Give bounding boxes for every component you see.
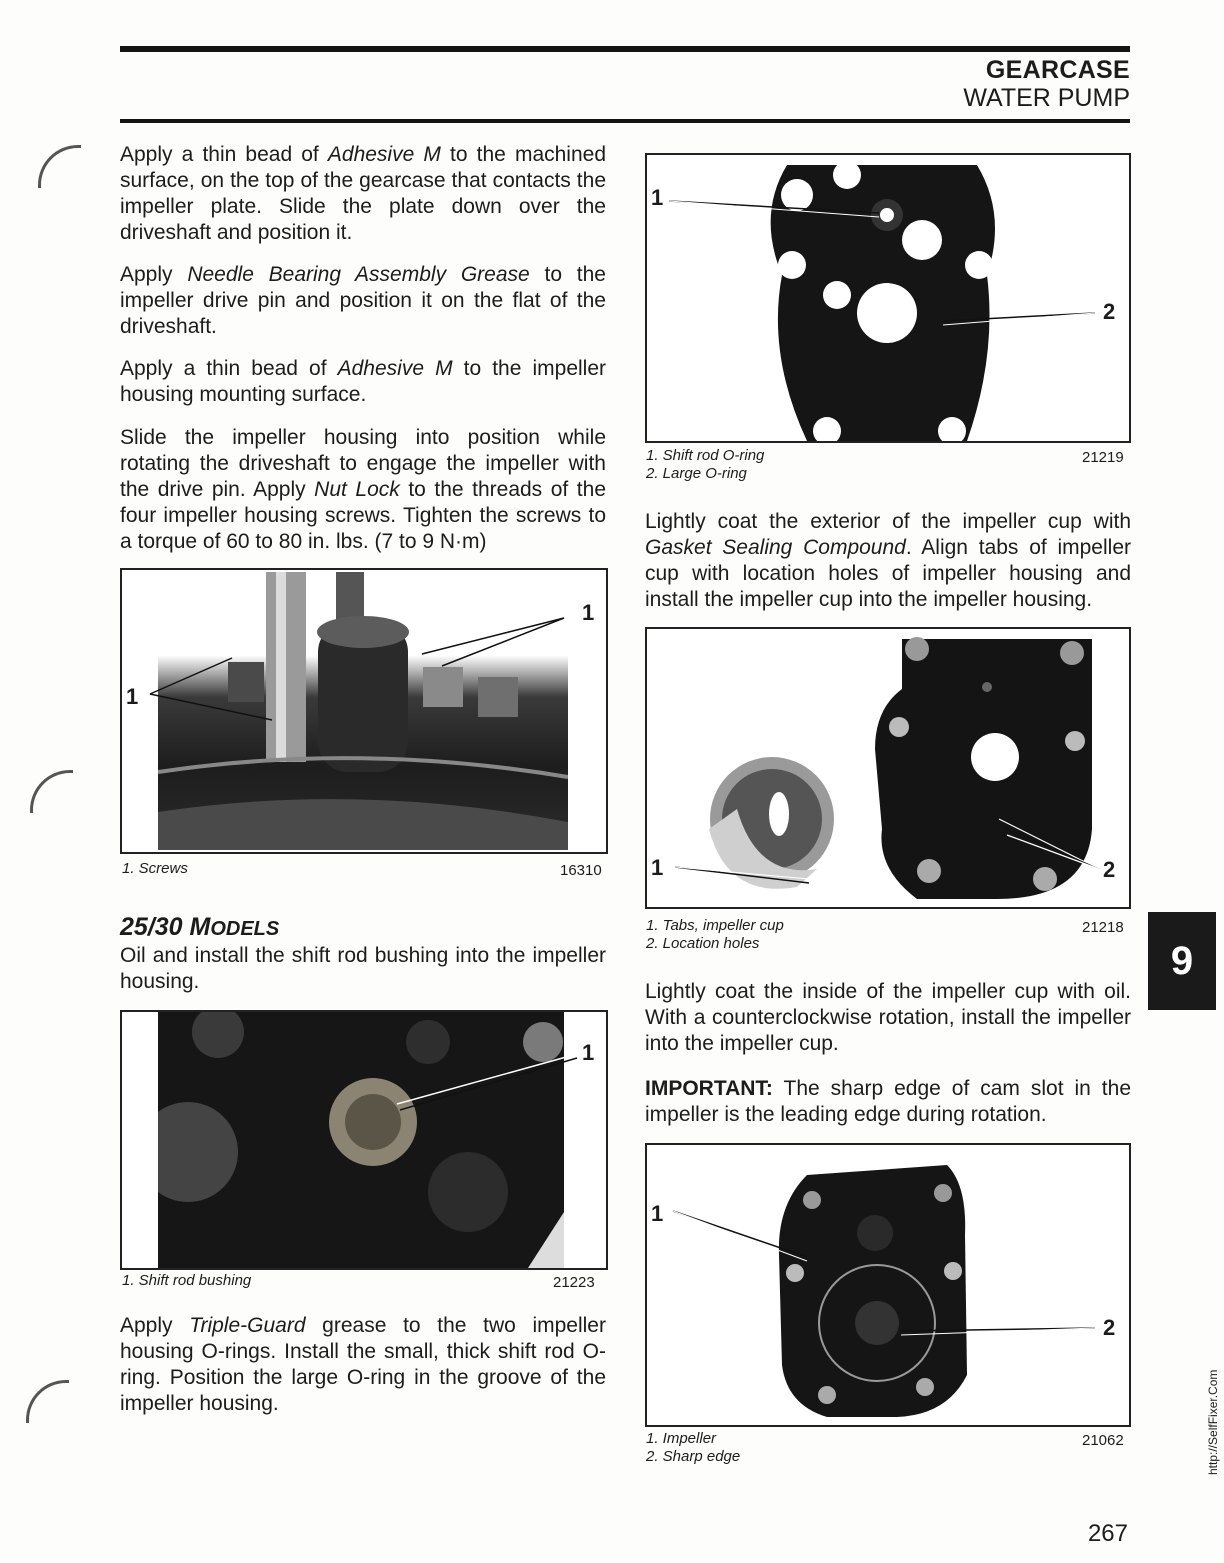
figure-impeller-caption-2: 2. Sharp edge [646, 1448, 741, 1465]
figure-impeller-caption-1: 1. Impeller [646, 1430, 717, 1447]
impeller-callout-2: 2 [1103, 1315, 1116, 1340]
bushing-callout: 1 [582, 1040, 595, 1065]
figure-screws [120, 568, 608, 854]
figure-impeller-cup-tabs [645, 627, 1131, 909]
paragraph-drive-pin: Apply Needle Bearing Assembly Grease to the impeller drive pin and position it on the flat of the driveshaft. [120, 263, 606, 338]
screws-callout-left: 1 [126, 684, 139, 709]
impeller-callout-1: 1 [651, 1201, 664, 1226]
figure-oring-number: 21219 [1082, 449, 1124, 466]
paragraph-impeller-cup-exterior: Lightly coat the exterior of the impeller cup with Gasket Sealing Compound. Align tabs of impeller cup with location holes of impeller housing and install the impeller cup into the impeller housing. [645, 510, 1131, 611]
figure-bushing-caption: 1. Shift rod bushing [122, 1272, 252, 1289]
figure-screws-caption: 1. Screws [122, 860, 188, 877]
paragraph-housing-surface: Apply a thin bead of Adhesive M to the impeller housing mounting surface. [120, 357, 606, 406]
watermark-url: http://SelfFixer.Com [1206, 1369, 1220, 1475]
binder-mark-top [38, 145, 81, 188]
figure-impeller-number: 21062 [1082, 1432, 1124, 1449]
cup-callout-1: 1 [651, 855, 664, 880]
impeller-cup-photo [647, 629, 1129, 907]
chapter-tab: 9 [1148, 912, 1216, 1010]
figure-oring-caption-1: 1. Shift rod O-ring [646, 447, 765, 464]
binder-mark-middle [30, 770, 73, 813]
section-title: GEARCASE [985, 56, 1130, 84]
oring-callout-1: 1 [651, 185, 664, 210]
bushing-leader-lines [122, 1012, 606, 1268]
figure-screws-number: 16310 [560, 862, 602, 879]
paragraph-install-impeller: Lightly coat the inside of the impeller cup with oil. With a counterclockwise rotation, install the impeller into the impeller cup. [645, 980, 1131, 1055]
screws-leader-lines [122, 570, 606, 852]
figure-impeller-sharp-edge [645, 1143, 1131, 1427]
section-subtitle: WATER PUMP [963, 84, 1130, 112]
page-number: 267 [1087, 1520, 1128, 1547]
impeller-sharp-edge-photo [647, 1145, 1129, 1425]
paragraph-triple-guard: Apply Triple-Guard grease to the two impeller housing O-rings. Install the small, thick shift rod O-ring. Position the large O-ring in the groove of the impeller housing. [120, 1314, 606, 1415]
paragraph-important-note: IMPORTANT: The sharp edge of cam slot in the impeller is the leading edge during rotation. [645, 1077, 1131, 1126]
cup-callout-2: 2 [1103, 857, 1116, 882]
section-heading-25-30-models: 25/30 MODELS [120, 913, 280, 941]
figure-oring-caption-2: 2. Large O-ring [646, 465, 747, 482]
header-bottom-rule [120, 119, 1130, 123]
figure-cup-caption-1: 1. Tabs, impeller cup [646, 917, 784, 934]
figure-bushing-number: 21223 [553, 1274, 595, 1291]
header-top-rule [120, 46, 1130, 52]
paragraph-shift-rod-bushing: Oil and install the shift rod bushing into the impeller housing. [120, 944, 606, 993]
figure-cup-caption-2: 2. Location holes [646, 935, 760, 952]
oring-callout-2: 2 [1103, 299, 1116, 324]
figure-shift-rod-bushing [120, 1010, 608, 1270]
oring-housing-photo [647, 155, 1129, 441]
binder-mark-bottom [26, 1380, 69, 1423]
paragraph-adhesive-plate: Apply a thin bead of Adhesive M to the machined surface, on the top of the gearcase that contacts the impeller plate. Slide the plate down over the driveshaft and position it. [120, 143, 606, 244]
figure-cup-number: 21218 [1082, 919, 1124, 936]
figure-oring-housing [645, 153, 1131, 443]
paragraph-slide-housing: Slide the impeller housing into position while rotating the driveshaft to engage the impeller with the drive pin. Apply Nut Lock to the threads of the four impeller housing screws. Tighten the screws to a torque of 60 to 80 in. lbs. (7 to 9 N·m) [120, 426, 606, 553]
screws-callout-right: 1 [582, 600, 595, 625]
